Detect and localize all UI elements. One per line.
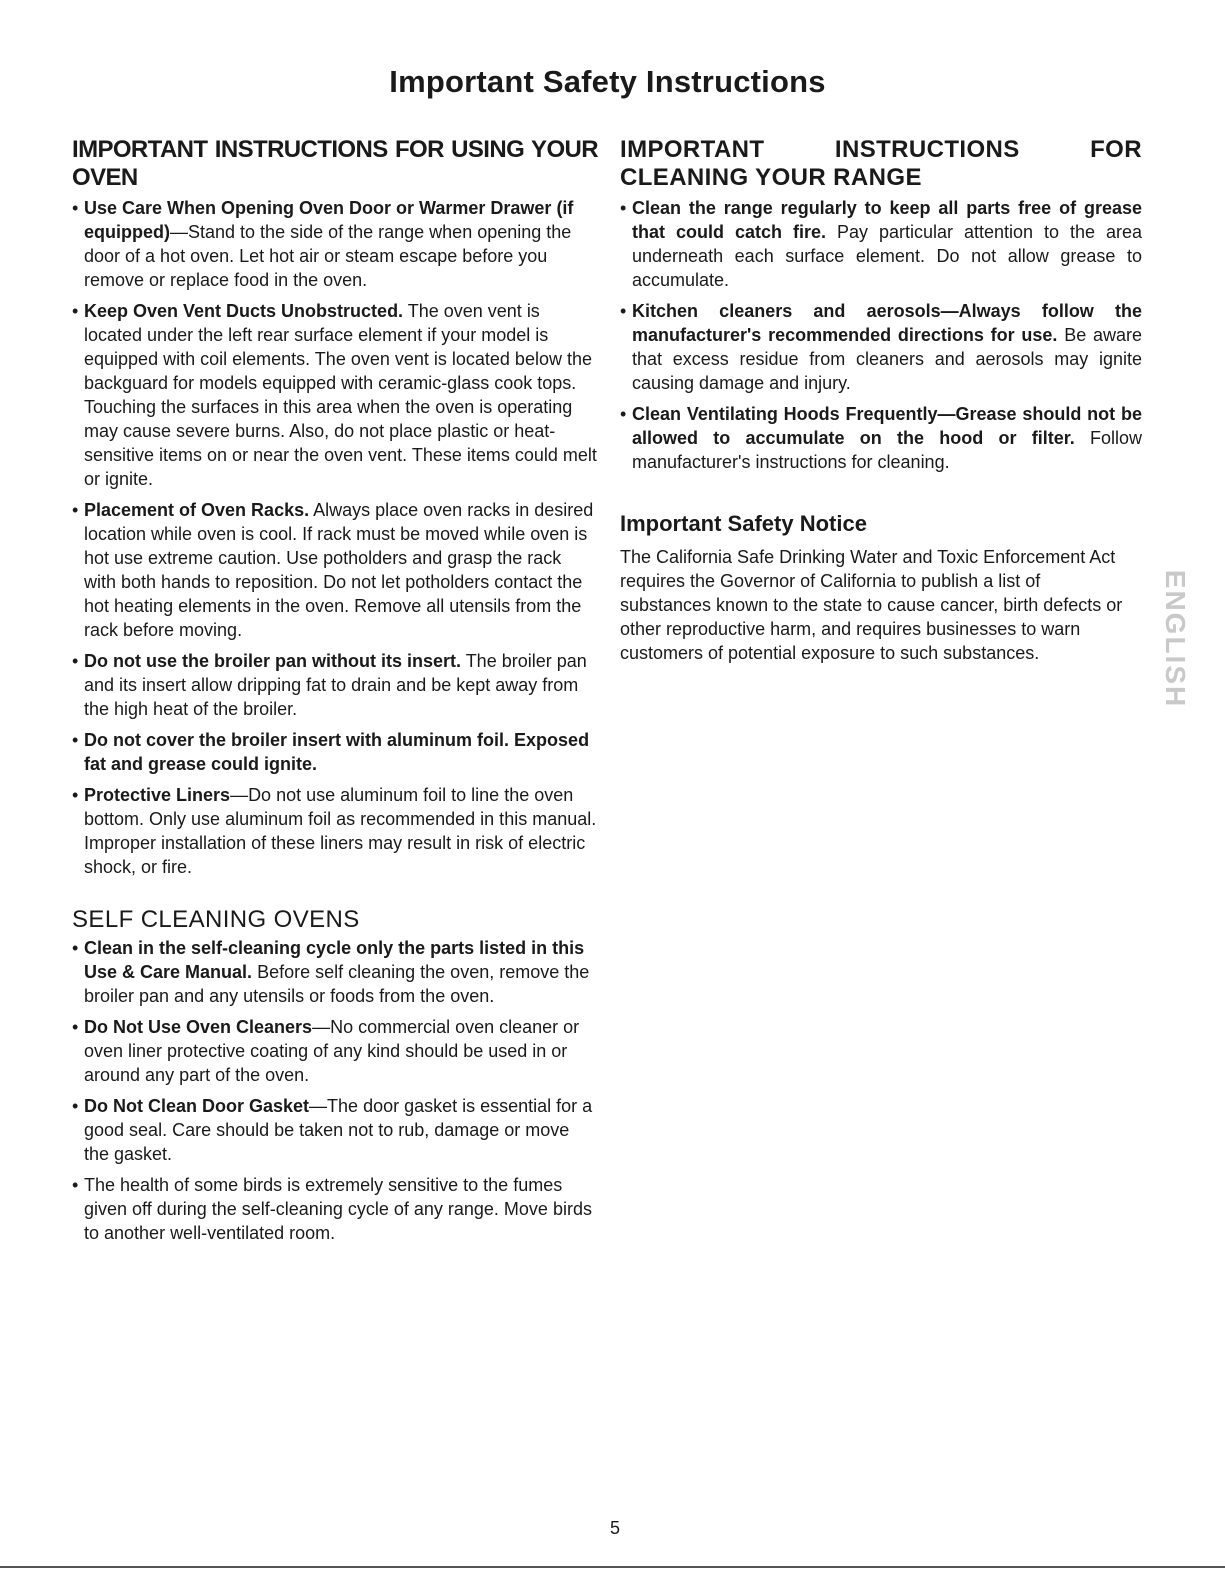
bullet-icon: • xyxy=(72,785,79,805)
item-bold: Do Not Clean Door Gasket xyxy=(84,1096,310,1116)
item-text: Be aware that excess residue from cleaners and aerosols may ignite causing damage and injury. xyxy=(632,325,1142,393)
safety-notice-text: The California Safe Drinking Water and Toxic Enforcement Act requires the Governor of California to publish a list of substances known to the state to cause cancer, birth defects or other reproductive harm, and requires businesses to warn customers of potential exposure to such substances. xyxy=(620,547,1123,663)
item-text: The health of some birds is extremely sensitive to the fumes given off during the self-cleaning cycle of any range. Move birds to another well-ventilated room. xyxy=(84,1175,592,1243)
item-text: Always place oven racks in desired location while oven is cool. If rack must be moved while oven is hot use extreme caution. Use potholders and grasp the rack with both hands to reposition. Do not let potholders contact the hot heating elements in the oven. Remove all utensils from the rack before moving. xyxy=(84,500,594,640)
list-item xyxy=(72,728,598,776)
item-text: Pay particular attention to the area underneath each surface element. Do not allow grease to accumulate. xyxy=(632,222,1143,290)
item-bold: Clean in the self-cleaning cycle only the parts listed in this Use & Care Manual. xyxy=(84,938,585,982)
bullet-icon: • xyxy=(620,198,627,218)
item-bold: Do not use the broiler pan without its insert. xyxy=(84,651,462,671)
language-label: ENGLISH xyxy=(1160,569,1191,709)
item-bold: Kitchen cleaners and aerosols—Always follow the manufacturer's recommended directions for use. xyxy=(632,301,1142,345)
right-column xyxy=(620,136,1142,665)
list-item xyxy=(72,498,598,642)
list-item xyxy=(72,196,598,292)
using-oven-heading: IMPORTANT INSTRUCTIONS FOR USING YOUR OVEN xyxy=(72,136,598,191)
bullet-icon: • xyxy=(72,301,79,321)
list-item xyxy=(620,299,1142,395)
list-item xyxy=(72,783,598,879)
bottom-divider xyxy=(0,1566,1225,1568)
bullet-icon: • xyxy=(72,1096,79,1116)
self-cleaning-heading: SELF CLEANING OVENS xyxy=(72,906,360,933)
item-bold: Placement of Oven Racks. xyxy=(84,500,310,520)
cleaning-range-heading: IMPORTANT INSTRUCTIONS FOR CLEANING YOUR RANGE xyxy=(620,136,1142,191)
list-item xyxy=(72,1094,598,1166)
item-text: —The door gasket is essential for a good seal. Care should be taken not to rub, damage or move the gasket. xyxy=(84,1096,593,1164)
bullet-icon: • xyxy=(72,500,79,520)
item-bold: Clean the range regularly to keep all parts free of grease that could catch fire. xyxy=(632,198,1142,242)
list-item xyxy=(72,299,598,491)
list-item xyxy=(620,402,1142,474)
item-bold: Clean Ventilating Hoods Frequently—Grease should not be allowed to accumulate on the hood or filter. xyxy=(632,404,1142,448)
page-title: Important Safety Instructions xyxy=(389,64,826,99)
item-bold: Use Care When Opening Oven Door or Warmer Drawer (if equipped) xyxy=(84,198,574,242)
item-text: The oven vent is located under the left rear surface element if your model is equipped with coil elements. The oven vent is located below the backguard for models equipped with ceramic-glass cook tops. Touching the surfaces in this area when the oven is operating may cause severe burns. Also, do not place plastic or heat-sensitive items on or near the oven vent. These items could melt or ignite. xyxy=(84,301,597,489)
item-bold: Do not cover the broiler insert with aluminum foil. Exposed fat and grease could ignite. xyxy=(84,730,590,774)
bullet-icon: • xyxy=(72,651,79,671)
item-bold: Do Not Use Oven Cleaners xyxy=(84,1017,313,1037)
list-item xyxy=(620,196,1142,292)
bullet-icon: • xyxy=(620,404,627,424)
page-number: 5 xyxy=(609,1518,620,1538)
safety-notice-heading: Important Safety Notice xyxy=(620,511,867,536)
list-item xyxy=(72,1015,598,1087)
bullet-icon: • xyxy=(72,730,79,750)
bullet-icon: • xyxy=(72,938,79,958)
bullet-icon: • xyxy=(72,1017,79,1037)
list-item xyxy=(72,649,598,721)
bullet-icon: • xyxy=(620,301,627,321)
item-bold: Protective Liners xyxy=(84,785,231,805)
bullet-icon: • xyxy=(72,198,79,218)
bullet-icon: • xyxy=(72,1175,79,1195)
item-bold: Keep Oven Vent Ducts Unobstructed. xyxy=(84,301,404,321)
item-text: —Do not use aluminum foil to line the oven bottom. Only use aluminum foil as recommended in this manual. Improper installation of these liners may result in risk of electric shock, or fire. xyxy=(84,785,597,877)
list-item xyxy=(72,1173,598,1245)
item-text: The broiler pan and its insert allow dripping fat to drain and be kept away from the high heat of the broiler. xyxy=(84,651,587,719)
item-text: —Stand to the side of the range when opening the door of a hot oven. Let hot air or steam escape before you remove or replace food in the oven. xyxy=(84,222,572,290)
left-column xyxy=(72,136,598,1252)
item-text: —No commercial oven cleaner or oven liner protective coating of any kind should be used in or around any part of the oven. xyxy=(84,1017,580,1085)
language-side-tab xyxy=(1155,564,1195,714)
list-item xyxy=(72,936,598,1008)
item-text: Before self cleaning the oven, remove the broiler pan and any utensils or foods from the oven. xyxy=(84,962,590,1006)
item-text: Follow manufacturer's instructions for cleaning. xyxy=(632,428,1142,472)
